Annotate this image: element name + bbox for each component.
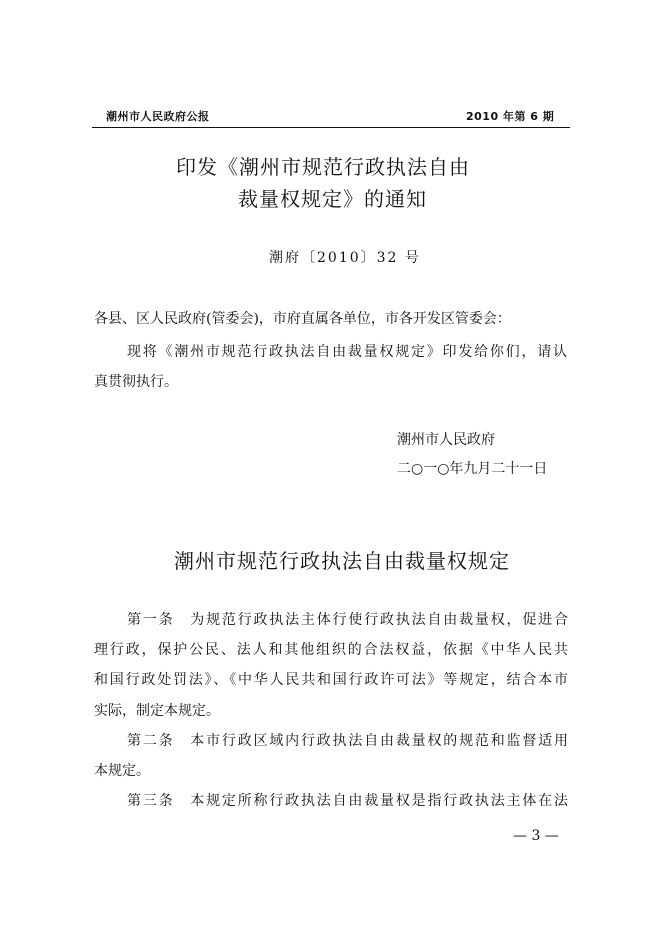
- regulation-line: 理行政，保护公民、法人和其他组织的合法权益，依据《中华人民共: [94, 642, 568, 658]
- header-divider: [92, 127, 570, 128]
- notice-body-line-2: 真贯彻执行。: [94, 374, 178, 390]
- issue-number: 2010 年第 6 期: [466, 110, 555, 123]
- signature-date: 二○一○年九月二十一日: [397, 461, 548, 477]
- notice-body-line-1: 现将《潮州市规范行政执法自由裁量权规定》印发给你们，请认: [127, 344, 567, 360]
- regulation-line: 实际，制定本规定。: [94, 703, 220, 719]
- regulation-line: 和国行政处罚法》、《中华人民共和国行政许可法》等规定，结合本市: [94, 672, 568, 688]
- document-number: 潮府〔2010〕32 号: [269, 250, 421, 266]
- regulation-line: 第一条 为规范行政执法主体行使行政执法自由裁量权，促进合: [127, 612, 568, 628]
- notice-title-line-2: 裁量权规定》的通知: [238, 187, 427, 211]
- regulation-line: 第二条 本市行政区域内行政执法自由裁量权的规范和监督适用: [127, 733, 568, 749]
- regulation-line: 本规定。: [94, 763, 150, 779]
- addressee-line: 各县、区人民政府(管委会)，市府直属各单位，市各开发区管委会：: [94, 311, 511, 327]
- regulation-line: 第三条 本规定所称行政执法自由裁量权是指行政执法主体在法: [127, 793, 568, 809]
- notice-title-line-1: 印发《潮州市规范行政执法自由: [176, 155, 470, 179]
- publication-name: 潮州市人民政府公报: [106, 110, 210, 123]
- page-number: — 3 —: [513, 828, 559, 844]
- regulation-title: 潮州市规范行政执法自由裁量权规定: [174, 549, 510, 573]
- signature-organization: 潮州市人民政府: [397, 432, 495, 448]
